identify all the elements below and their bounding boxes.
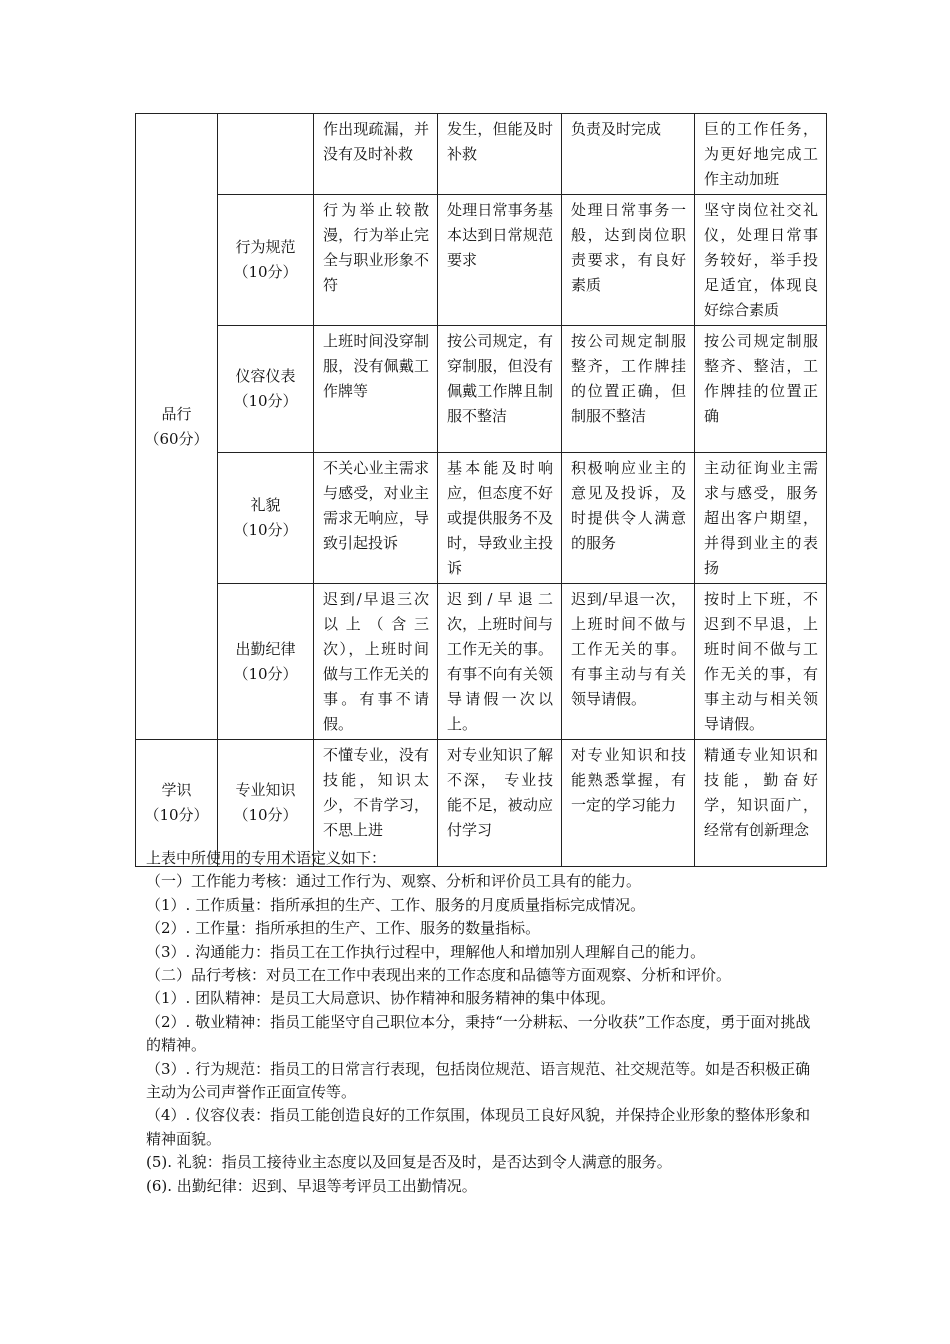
definition-item: （4）. 仪容仪表：指员工能创造良好的工作氛围，体现员工良好风貌，并保持企业形象的整体形象和精神面貌。	[146, 1106, 811, 1148]
level-text: 上班时间没穿制服，没有佩戴工作牌等	[323, 332, 429, 400]
item-label: 出勤纪律	[235, 639, 296, 658]
definitions-intro: 上表中所使用的专用术语定义如下：	[146, 849, 387, 867]
definition-item: （3）. 行为规范：指员工的日常言行表现，包括岗位规范、语言规范、社交规范等。如是否积极正确主动为公司声誉作正面宣传等。	[146, 1059, 811, 1102]
item-score: （10分）	[233, 392, 298, 410]
level-text: 迟到/早退一次，上班时间不做与工作无关的事。有事主动与有关领导请假。	[571, 590, 686, 708]
definition-item: (5). 礼貌：指员工接待业主态度以及回复是否及时，是否达到令人满意的服务。	[146, 1153, 672, 1172]
item-label: 仪容仪表	[235, 367, 296, 385]
table-row	[136, 114, 827, 195]
level-text: 按公司规定，有穿制服，但没有佩戴工作牌且制服不整洁	[447, 332, 553, 425]
table-row	[136, 584, 827, 740]
level-text: 基本能及时响应，但态度不好或提供服务不及时，导致业主投诉	[447, 459, 553, 577]
level-text: 主动征询业主需求与感受，服务超出客户期望，并得到业主的表扬	[704, 459, 818, 577]
level-text: 发生，但能及时补救	[447, 120, 553, 163]
item-cell	[218, 584, 314, 740]
level-text: 迟到/早退二次，上班时间与工作无关的事。有事不向有关领导请假一次以上。	[447, 590, 553, 733]
definition-item: (6). 出勤纪律：迟到、早退等考评员工出勤情况。	[146, 1176, 477, 1195]
item-cell	[218, 326, 314, 453]
category-cell-conduct	[136, 114, 218, 740]
table-row	[136, 453, 827, 584]
level-text: 负责及时完成	[571, 120, 662, 138]
item-score: （10分）	[233, 521, 298, 539]
item-cell	[218, 195, 314, 326]
item-score: （10分）	[233, 806, 298, 824]
level-text: 按公司规定制服整齐，工作牌挂的位置正确，但制服不整洁	[571, 332, 686, 425]
table-row	[136, 195, 827, 326]
definition-item: （一）工作能力考核：通过工作行为、观察、分析和评价员工具有的能力。	[146, 872, 642, 891]
level-text: 处理日常事务基本达到日常规范要求	[447, 201, 553, 269]
level-text: 迟到/早退三次以上（含三次），上班时间做与工作无关的事。有事不请假。	[323, 590, 429, 733]
level-text: 行为举止较散漫，行为举止完全与职业形象不符	[323, 201, 429, 294]
level-text: 精通专业知识和技能，勤奋好学，知识面广，经常有创新理念	[704, 746, 818, 839]
level-text: 积极响应业主的意见及投诉，及时提供令人满意的服务	[571, 459, 686, 552]
definition-item: （2）. 工作量：指所承担的生产、工作、服务的数量指标。	[146, 919, 541, 938]
definition-item: （二）品行考核：对员工在工作中表现出来的工作态度和品德等方面观察、分析和评价。	[146, 966, 732, 985]
item-label: 专业知识	[235, 781, 296, 799]
category-label: 学识	[161, 781, 192, 799]
table-row	[136, 326, 827, 453]
level-text: 对专业知识了解不深， 专业技能不足，被动应付学习	[447, 746, 553, 839]
definition-item: （3）. 沟通能力：指员工在工作执行过程中，理解他人和增加别人理解自己的能力。	[146, 942, 706, 961]
evaluation-table	[135, 113, 827, 867]
item-score: （10分）	[233, 664, 298, 683]
definition-item: （2）. 敬业精神：指员工能坚守自己职位本分，秉持“一分耕耘、一分收获”工作态度，勇于面对挑战的精神。	[146, 1012, 811, 1055]
definitions-section	[146, 847, 818, 1198]
item-cell-empty	[218, 114, 314, 195]
item-label: 行为规范	[235, 238, 296, 256]
category-label: 品行	[161, 404, 192, 423]
level-text: 不关心业主需求与感受，对业主需求无响应，导致引起投诉	[323, 459, 429, 552]
level-text: 按时上下班，不迟到不早退，上班时间不做与工作无关的事，有事主动与相关领导请假。	[704, 590, 818, 733]
category-score: （60分）	[144, 429, 209, 448]
level-text: 对专业知识和技能熟悉掌握，有一定的学习能力	[571, 746, 686, 814]
level-text: 不懂专业，没有技能，知识太少，不肯学习，不思上进	[323, 746, 429, 839]
level-text: 作出现疏漏，并没有及时补救	[323, 120, 429, 163]
level-text: 处理日常事务一般，达到岗位职责要求，有良好素质	[571, 201, 686, 294]
item-cell	[218, 453, 314, 584]
definition-item: （1）. 团队精神：是员工大局意识、协作精神和服务精神的集中体现。	[146, 989, 616, 1008]
category-score: （10分）	[144, 806, 209, 824]
item-score: （10分）	[233, 263, 298, 281]
item-label: 礼貌	[250, 496, 281, 514]
level-text: 坚守岗位社交礼仪，处理日常事务较好，举手投足适宜，体现良好综合素质	[704, 201, 818, 319]
definition-item: （1）. 工作质量：指所承担的生产、工作、服务的月度质量指标完成情况。	[146, 895, 646, 914]
level-text: 按公司规定制服整齐、整洁，工作牌挂的位置正确	[704, 332, 818, 425]
level-text: 巨的工作任务，为更好地完成工作主动加班	[704, 120, 818, 188]
